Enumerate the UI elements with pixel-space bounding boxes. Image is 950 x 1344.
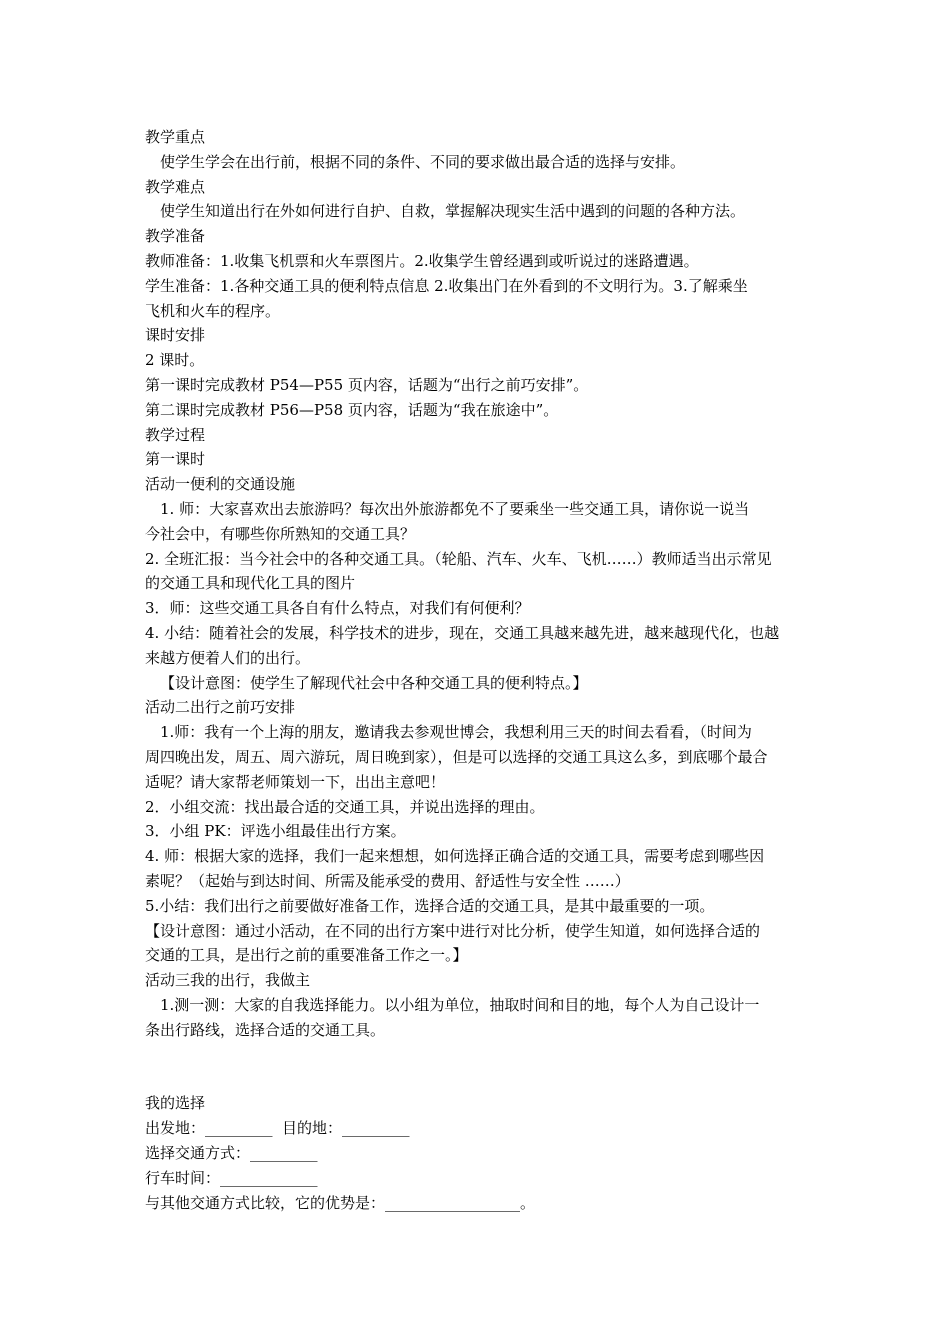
student-preparation-line1: 学生准备：1.各种交通工具的便利特点信息 2.收集出门在外看到的不文明行为。3.了解乘坐 bbox=[145, 276, 748, 295]
activity1-p2-line1: 2. 全班汇报：当今社会中的各种交通工具。（轮船、汽车、火车、飞机……）教师适当出示常见 bbox=[145, 549, 772, 568]
schedule-second: 第二课时完成教材 P56—P58 页内容，话题为“我在旅途中”。 bbox=[145, 400, 559, 419]
lesson-title: 第一课时 bbox=[145, 450, 206, 469]
activity2-p1-line3: 适呢？请大家帮老师策划一下，出出主意吧！ bbox=[145, 772, 446, 791]
activity1-p4-line2: 来越方便着人们的出行。 bbox=[145, 648, 311, 667]
activity2-p2: 2．小组交流：找出最合适的交通工具，并说出选择的理由。 bbox=[145, 797, 545, 816]
heading-key-points: 教学重点 bbox=[145, 128, 206, 146]
activity1-p1-line2: 今社会中，有哪些你所熟知的交通工具？ bbox=[145, 524, 416, 543]
my-choice-form bbox=[145, 1091, 810, 1215]
activity2-title: 活动二出行之前巧安排 bbox=[145, 698, 296, 717]
activity3-p1-line2: 条出行路线，选择合适的交通工具。 bbox=[145, 1020, 386, 1039]
heading-process: 教学过程 bbox=[145, 425, 206, 444]
form-title: 我的选择 bbox=[145, 1094, 206, 1113]
form-advantage: 与其他交通方式比较，它的优势是：__________________。 bbox=[145, 1193, 536, 1212]
schedule-count: 2 课时。 bbox=[145, 351, 205, 370]
activity2-p4-line1: 4. 师：根据大家的选择，我们一起来想想，如何选择正确合适的交通工具，需要考虑到哪些因 bbox=[145, 847, 765, 866]
activity1-p1-line1: 1. 师：大家喜欢出去旅游吗？每次出外旅游都免不了要乘坐一些交通工具，请你说一说当 bbox=[160, 499, 750, 518]
schedule-first: 第一课时完成教材 P54—P55 页内容，话题为“出行之前巧安排”。 bbox=[145, 375, 589, 394]
teacher-preparation: 教师准备：1.收集飞机票和火车票图片。2.收集学生曾经遇到或听说过的迷路遭遇。 bbox=[145, 251, 699, 270]
blank-space bbox=[145, 1042, 810, 1091]
heading-preparation: 教学准备 bbox=[145, 227, 206, 246]
activity2-design-line2: 交通的工具，是出行之前的重要准备工作之一。】 bbox=[145, 946, 468, 965]
activity3-title: 活动三我的出行，我做主 bbox=[145, 971, 311, 990]
key-points-text: 使学生学会在出行前，根据不同的条件、不同的要求做出最合适的选择与安排。 bbox=[160, 152, 686, 171]
form-travel-time: 行车时间：_____________ bbox=[145, 1168, 318, 1187]
activity2-p1-line2: 周四晚出发，周五、周六游玩，周日晚到家），但是可以选择的交通工具这么多，到底哪个最合 bbox=[145, 747, 768, 766]
heading-schedule: 课时安排 bbox=[145, 326, 206, 345]
activity3-p1-line1: 1.测一测：大家的自我选择能力。以小组为单位，抽取时间和目的地，每个人为自己设计一 bbox=[160, 995, 760, 1014]
activity1-design: 【设计意图：使学生了解现代社会中各种交通工具的便利特点。】 bbox=[160, 673, 588, 692]
activity1-title: 活动一便利的交通设施 bbox=[145, 475, 296, 494]
difficulties-text: 使学生知道出行在外如何进行自护、自救，掌握解决现实生活中遇到的问题的各种方法。 bbox=[160, 202, 746, 221]
activity1-p4-line1: 4. 小结：随着社会的发展，科学技术的进步，现在，交通工具越来越先进，越来越现代化，也越 bbox=[145, 623, 780, 642]
student-preparation-line2: 飞机和火车的程序。 bbox=[145, 301, 281, 320]
form-origin-destination: 出发地：_________ 目的地：_________ bbox=[145, 1119, 410, 1138]
activity2-p1-line1: 1.师：我有一个上海的朋友，邀请我去参观世博会，我想利用三天的时间去看看，（时间为 bbox=[160, 723, 752, 742]
form-transport-mode: 选择交通方式：_________ bbox=[145, 1144, 318, 1163]
activity2-design-line1: 【设计意图：通过小活动，在不同的出行方案中进行对比分析，使学生知道，如何选择合适的 bbox=[145, 921, 761, 940]
activity2-p3: 3．小组 PK：评选小组最佳出行方案。 bbox=[145, 822, 406, 841]
activity2-p5: 5.小结：我们出行之前要做好准备工作，选择合适的交通工具，是其中最重要的一项。 bbox=[145, 896, 715, 915]
activity1-p3: 3．师：这些交通工具各自有什么特点，对我们有何便利？ bbox=[145, 599, 530, 618]
activity1-p2-line2: 的交通工具和现代化工具的图片 bbox=[145, 574, 356, 593]
heading-difficulties: 教学难点 bbox=[145, 177, 206, 196]
activity2-p4-line2: 素呢？（起始与到达时间、所需及能承受的费用、舒适性与安全性 ……） bbox=[145, 871, 630, 890]
